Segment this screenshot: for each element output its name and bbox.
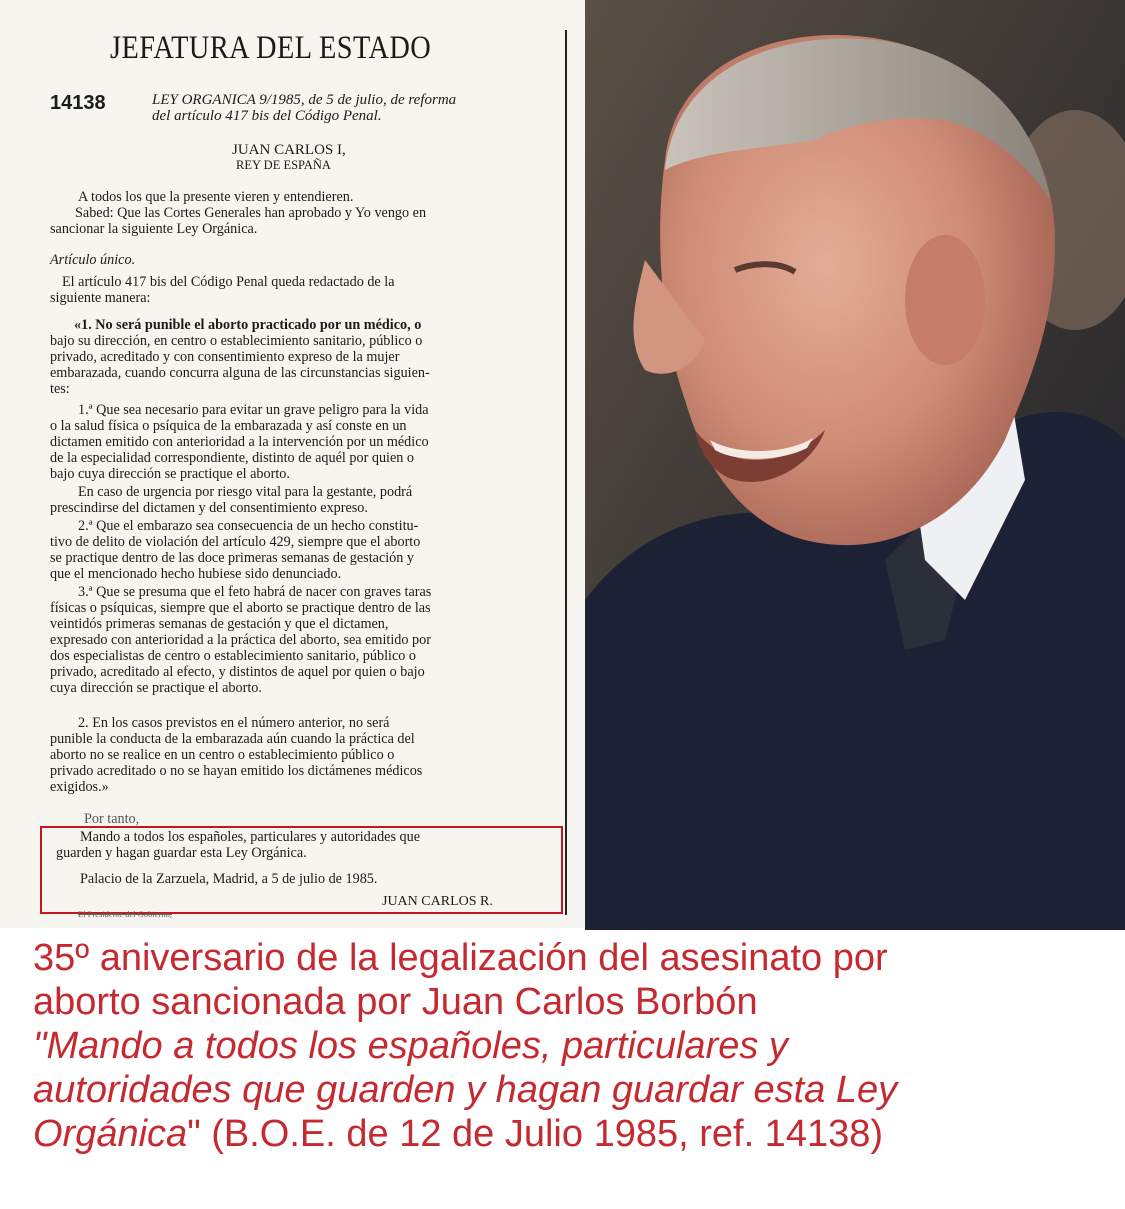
body-line: A todos los que la presente vieren y entendieren. <box>78 189 354 205</box>
caption <box>33 936 1103 1156</box>
caption-line-3: "Mando a todos los españoles, particulares y <box>33 1025 788 1067</box>
body-line: prescindirse del dictamen y del consentimiento expreso. <box>50 500 368 516</box>
body-line: 1.ª Que sea necesario para evitar un grave peligro para la vida <box>78 402 429 418</box>
body-line: veintidós primeras semanas de gestación y que el dictamen, <box>50 616 389 632</box>
body-line: punible la conducta de la embarazada aún cuando la práctica del <box>50 731 415 747</box>
body-line: 2.ª Que el embarazo sea consecuencia de un hecho constitu- <box>78 518 419 534</box>
body-line: dictamen emitido con anterioridad a la intervención por un médico <box>50 434 429 450</box>
body-line: Por tanto, <box>84 811 140 827</box>
law-number: 14138 <box>50 92 106 114</box>
king-name: JUAN CARLOS I, <box>232 142 346 158</box>
body-line: privado acreditado o no se hayan emitido los dictámenes médicos <box>50 763 423 779</box>
highlighted-line: guarden y hagan guardar esta Ley Orgánica. <box>56 845 307 861</box>
law-title-line-1: LEY ORGANICA 9/1985, de 5 de julio, de reforma <box>152 92 457 108</box>
body-line: aborto no se realice en un centro o establecimiento público o <box>50 747 395 763</box>
body-line: 2. En los casos previstos en el número anterior, no será <box>78 715 390 731</box>
ear <box>905 235 985 365</box>
body-line: En caso de urgencia por riesgo vital para la gestante, podrá <box>78 484 413 500</box>
column-rule <box>565 30 567 915</box>
body-line: de la especialidad correspondiente, distinto de aquél por quien o <box>50 450 415 466</box>
caption-line-4: autoridades que guarden y hagan guardar esta Ley <box>33 1069 898 1111</box>
body-line: bajo su dirección, en centro o establecimiento sanitario, público o <box>50 333 423 349</box>
body-line: dos especialistas de centro o establecimiento sanitario, público o <box>50 648 417 664</box>
caption-line-5-rest: " (B.O.E. de 12 de Julio 1985, ref. 14138) <box>187 1113 884 1155</box>
signature: JUAN CARLOS R. <box>382 894 493 909</box>
body-line: 3.ª Que se presuma que el feto habrá de nacer con graves taras <box>78 584 432 600</box>
article-heading: Artículo único. <box>50 252 136 268</box>
body-line: bajo cuya dirección se practique el aborto. <box>50 466 290 482</box>
body-line: cuya dirección se practique el aborto. <box>50 680 262 696</box>
portrait-illustration <box>585 0 1125 930</box>
body-line: privado, acreditado al efecto, y distintos de aquel por quien o bajo <box>50 664 425 680</box>
caption-line-5-italic: Orgánica <box>33 1113 188 1155</box>
body-line: El artículo 417 bis del Código Penal queda redactado de la <box>62 274 395 290</box>
place-date-line: Palacio de la Zarzuela, Madrid, a 5 de julio de 1985. <box>80 871 378 887</box>
boe-document-scan <box>0 0 585 928</box>
body-line: privado, acreditado y con consentimiento expreso de la mujer <box>50 349 400 365</box>
body-line: sancionar la siguiente Ley Orgánica. <box>50 221 258 237</box>
body-line: tes: <box>50 381 70 397</box>
highlighted-line: Mando a todos los españoles, particulares y autoridades que <box>80 829 421 845</box>
caption-line-1: 35º aniversario de la legalización del asesinato por <box>33 937 888 979</box>
body-line: expresado con anterioridad a la práctica del aborto, sea emitido por <box>50 632 431 648</box>
body-line: que el mencionado hecho hubiese sido denunciado. <box>50 566 342 582</box>
body-line: «1. No será punible el aborto practicado por un médico, o <box>74 317 422 333</box>
faded-footer: El Presidente del Gobierno, <box>78 909 172 919</box>
body-line: se practique dentro de las doce primeras semanas de gestación y <box>50 550 415 566</box>
king-title: REY DE ESPAÑA <box>236 158 331 172</box>
photo-elderly-man <box>585 0 1125 930</box>
caption-line-2: aborto sancionada por Juan Carlos Borbón <box>33 981 758 1023</box>
caption-line-5 <box>33 1112 1103 1156</box>
body-line: embarazada, cuando concurra alguna de las circunstancias siguien- <box>50 365 430 381</box>
body-line: o la salud física o psíquica de la embarazada y así conste en un <box>50 418 407 434</box>
law-title-line-2: del artículo 417 bis del Código Penal. <box>152 108 382 124</box>
body-line: tivo de delito de violación del artículo 429, siempre que el aborto <box>50 534 421 550</box>
body-line: siguiente manera: <box>50 290 151 306</box>
body-line: físicas o psíquicas, siempre que el aborto se practique dentro de las <box>50 600 431 616</box>
body-line: exigidos.» <box>50 779 109 795</box>
body-line: Sabed: Que las Cortes Generales han aprobado y Yo vengo en <box>75 205 427 221</box>
section-header: JEFATURA DEL ESTADO <box>110 30 432 66</box>
